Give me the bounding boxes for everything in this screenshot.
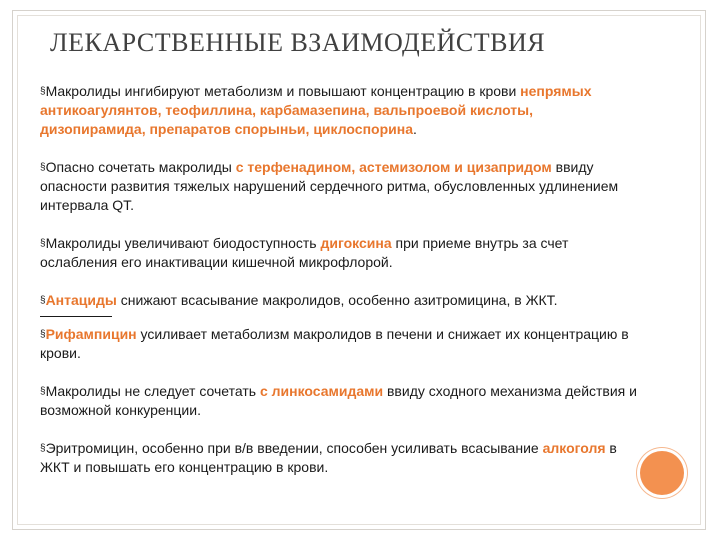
paragraph-text: в ЖКТ и повышать его концентрацию в крови. <box>40 440 617 475</box>
highlighted-drugs: с линкосамидами <box>259 383 384 399</box>
paragraph-text: Макролиды не следует сочетать <box>45 383 260 399</box>
bullet-icon: § <box>40 238 46 249</box>
paragraph-dangerous-combination <box>40 158 640 215</box>
bullet-icon: § <box>40 86 46 97</box>
paragraph-antacids <box>40 291 640 310</box>
paragraph-text: ввиду сходного механизма действия и возможной конкуренции. <box>40 383 637 418</box>
paragraph-rifampicin <box>40 325 640 363</box>
paragraph-lincosamides <box>40 382 640 420</box>
highlighted-drugs: Антациды <box>45 292 117 308</box>
paragraph-text: Макролиды увеличивают биодоступность <box>45 235 321 251</box>
paragraph-macrolide-inhibition <box>40 82 640 139</box>
paragraph-text: . <box>412 121 417 137</box>
highlighted-drugs: непрямых антикоагулянтов, теофиллина, карбамазепина, вальпроевой кислоты, дизопирамида, препаратов спорыньи, циклоспорина <box>40 83 592 137</box>
paragraph-text: Макролиды ингибируют метаболизм и повышают концентрацию в крови <box>45 83 521 99</box>
highlighted-drugs: дигоксина <box>320 235 392 251</box>
highlighted-drugs: алкоголя <box>542 440 606 456</box>
bullet-icon: § <box>40 162 46 173</box>
paragraph-text: Эритромицин, особенно при в/в введении, способен усиливать всасывание <box>45 440 543 456</box>
paragraph-text: усиливает метаболизм макролидов в печени и снижает их концентрацию в крови. <box>40 326 629 361</box>
slide-content <box>40 82 640 496</box>
paragraph-text: Опасно сочетать макролиды <box>45 159 236 175</box>
highlighted-drugs: Рифампицин <box>45 326 137 342</box>
decorative-circle <box>640 451 684 495</box>
highlighted-drugs: с терфенадином, астемизолом и цизапридом <box>235 159 552 175</box>
paragraph-text: при приеме внутрь за счет ослабления его инактивации кишечной микрофлорой. <box>40 235 569 270</box>
slide-title: ЛЕКАРСТВЕННЫЕ ВЗАИМОДЕЙСТВИЯ <box>50 28 546 57</box>
bullet-icon: § <box>40 329 46 340</box>
paragraph-text: снижают всасывание макролидов, особенно азитромицина, в ЖКТ. <box>116 292 558 308</box>
bullet-icon: § <box>40 386 46 397</box>
paragraph-alcohol <box>40 439 640 477</box>
paragraph-text: ввиду опасности развития тяжелых нарушений сердечного ритма, обусловленных удлинением интервала QT. <box>40 159 619 213</box>
bullet-icon: § <box>40 443 46 454</box>
separator-line <box>40 316 112 317</box>
paragraph-digoxin <box>40 234 640 272</box>
bullet-icon: § <box>40 295 46 306</box>
